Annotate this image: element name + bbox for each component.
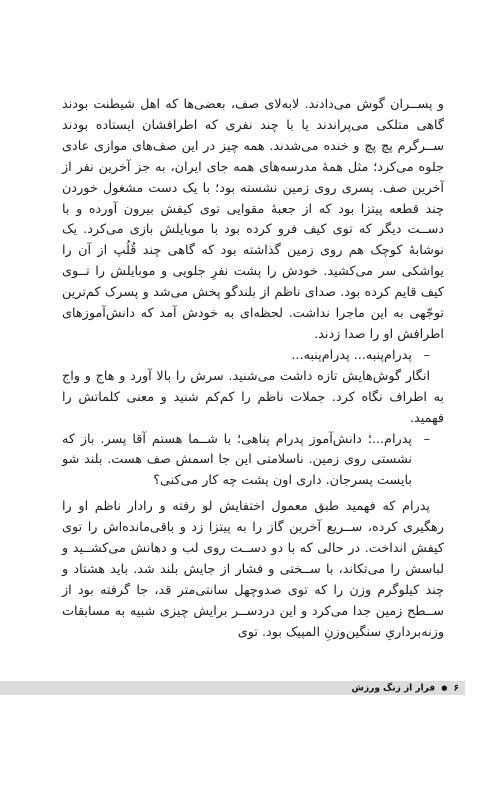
paragraph-1: و پســران گوش می‌دادند. لابه‌لای صف، بعضی‌ها که اهل شیطنت بودند گاهی متلکی می‌پراندند یا با چند نفری که اطرافشان ایستاده بودند ســرگرم پچ پچ و خنده می‌شدند. همه چیز در این صف‌های موازی عادی جلوه می‌کرد؛ مثل همهٔ مدرسه‌های همه جای ایران، به جز آخرین نفر از آخرین صف. پسری روی زمین نشسته بود؛ با یک دست مشغول خوردن چند قطعه پیتزا بود که از جعبهٔ مقوایی توی کیفش بیرون آورده و با دســت دیگر که توی کیف فرو کرده بود با موبایلش بازی می‌کرد. یک نوشابهٔ کوچک هم روی زمین گذاشته بود که گاهی چند قُلُپ از آن را یواشکی سر می‌کشید. خودش را پشت نفرِ جلویی و موبایلش را تــوی کیف قایم کرده بود. صدای ناظم از بلندگو پخش می‌شد و پسرک کم‌ترین توجّهی به این ماجرا نداشت. لحظه‌ای به خودش آمد که دانش‌آموزهای اطرافش او را صدا زدند. bbox=[62, 97, 444, 342]
running-footer bbox=[346, 681, 465, 695]
dialogue-line-1 bbox=[62, 346, 444, 367]
page-number: ۶ bbox=[453, 683, 459, 694]
body-text bbox=[62, 95, 444, 644]
book-title: فرار از زنگ ورزش bbox=[351, 683, 436, 694]
dialogue-line-2 bbox=[62, 430, 444, 493]
dialogue-dash: – bbox=[423, 347, 430, 363]
footer-bullet-icon: ● bbox=[441, 684, 448, 692]
paragraph-2: انگار گوش‌هایش تازه داشت می‌شنید. سرش را بالا آورد و هاج و واج به اطراف نگاه کرد. جملات ناظم را کم‌کم شنید و معنی کلماتش را فهمید. bbox=[62, 368, 444, 426]
dialogue-text-1: پدرام‌پنبه... پدرام‌پنبه... bbox=[291, 347, 412, 363]
page-footer bbox=[0, 681, 500, 695]
dialogue-dash: – bbox=[423, 431, 430, 447]
paragraph-3: پدرام که فهمید طبق معمول اختفایش لو رفته و رادار ناظم او را رهگیری کرده، ســریع آخرین گاز را به پیتزا زد و باقی‌مانده‌اش را توی کیفش انداخت. در حالی که با دو دســت روی لب و دهانش می‌کشــید و لباسش را می‌تکاند، با ســختی و فشار از جایش بلند شد. باید هشتاد و چند کیلوگرم وزن را که توی صدوچهل سانتی‌متر قد، جا گرفته بود از ســطح زمین جدا می‌کرد و این دردســر برایش چیزی شبیه به مسابقات وزنه‌برداریِ سنگین‌وزنِ المپیک بود. توی bbox=[62, 499, 444, 640]
dialogue-text-2: پدرام...؛ دانش‌آموز پدرام پناهی؛ با شــما هستم آقا پسر. باز که نشستی روی زمین. ناسلامتی این جا اسمش صف هست. بلند شو بایست پسرجان. داری اون پشت چه کار می‌کنی؟ bbox=[62, 431, 412, 489]
